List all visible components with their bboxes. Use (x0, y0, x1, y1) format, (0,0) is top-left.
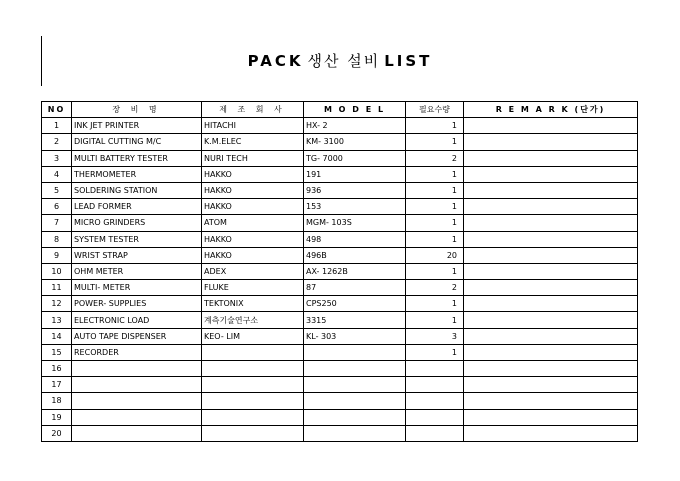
table-row (42, 393, 638, 409)
table-row (42, 377, 638, 393)
manufacturer-cell (202, 344, 304, 360)
equipment-name-cell: MULTI- METER (72, 280, 202, 296)
row-number-cell: 10 (42, 263, 72, 279)
required-quantity-cell: 1 (406, 134, 464, 150)
equipment-name-cell: RECORDER (72, 344, 202, 360)
table-row (42, 118, 638, 134)
table-row (42, 296, 638, 312)
manufacturer-cell (202, 425, 304, 441)
remark-cell (464, 280, 638, 296)
model-number-cell (304, 393, 406, 409)
equipment-name-cell: MICRO GRINDERS (72, 215, 202, 231)
table-row (42, 150, 638, 166)
page-title (0, 50, 680, 71)
title-prefix: PACK (247, 52, 304, 70)
equipment-name-cell: LEAD FORMER (72, 199, 202, 215)
model-number-cell: 936 (304, 182, 406, 198)
required-quantity-cell: 2 (406, 150, 464, 166)
manufacturer-cell: HAKKO (202, 231, 304, 247)
equipment-name-cell (72, 409, 202, 425)
required-quantity-cell: 1 (406, 296, 464, 312)
equipment-name-cell (72, 425, 202, 441)
model-number-cell: 498 (304, 231, 406, 247)
row-number-cell: 12 (42, 296, 72, 312)
model-number-cell: 87 (304, 280, 406, 296)
model-number-cell: 191 (304, 166, 406, 182)
row-number-cell: 7 (42, 215, 72, 231)
equipment-name-cell: AUTO TAPE DISPENSER (72, 328, 202, 344)
equipment-name-cell (72, 377, 202, 393)
table-row (42, 199, 638, 215)
manufacturer-cell: HAKKO (202, 247, 304, 263)
required-quantity-cell (406, 425, 464, 441)
model-number-cell (304, 377, 406, 393)
manufacturer-cell (202, 393, 304, 409)
model-number-cell: 3315 (304, 312, 406, 328)
model-number-cell: MGM- 103S (304, 215, 406, 231)
model-number-cell (304, 409, 406, 425)
manufacturer-cell: 계측기술연구소 (202, 312, 304, 328)
manufacturer-cell (202, 377, 304, 393)
equipment-name-cell: SOLDERING STATION (72, 182, 202, 198)
remark-cell (464, 166, 638, 182)
remark-cell (464, 215, 638, 231)
required-quantity-cell: 2 (406, 280, 464, 296)
manufacturer-cell: FLUKE (202, 280, 304, 296)
row-number-cell: 20 (42, 425, 72, 441)
remark-cell (464, 199, 638, 215)
manufacturer-cell: HAKKO (202, 182, 304, 198)
title-suffix: LIST (384, 52, 433, 70)
row-number-cell: 13 (42, 312, 72, 328)
table-row (42, 231, 638, 247)
remark-cell (464, 409, 638, 425)
model-number-cell (304, 344, 406, 360)
remark-cell (464, 231, 638, 247)
table-row (42, 247, 638, 263)
required-quantity-cell: 1 (406, 199, 464, 215)
required-quantity-cell: 1 (406, 344, 464, 360)
equipment-name-cell: THERMOMETER (72, 166, 202, 182)
equipment-name-cell: OHM METER (72, 263, 202, 279)
manufacturer-cell: K.M.ELEC (202, 134, 304, 150)
manufacturer-cell: ADEX (202, 263, 304, 279)
remark-cell (464, 247, 638, 263)
table-row (42, 280, 638, 296)
row-number-cell: 15 (42, 344, 72, 360)
remark-cell (464, 312, 638, 328)
remark-cell (464, 118, 638, 134)
header-maker: 제 조 회 사 (202, 102, 304, 118)
required-quantity-cell (406, 377, 464, 393)
model-number-cell (304, 361, 406, 377)
table-row (42, 409, 638, 425)
remark-cell (464, 393, 638, 409)
remark-cell (464, 150, 638, 166)
remark-cell (464, 425, 638, 441)
manufacturer-cell: HAKKO (202, 166, 304, 182)
manufacturer-cell: HAKKO (202, 199, 304, 215)
header-qty: 필요수량 (406, 102, 464, 118)
table-row (42, 166, 638, 182)
row-number-cell: 14 (42, 328, 72, 344)
header-model: M O D E L (304, 102, 406, 118)
table-row (42, 182, 638, 198)
row-number-cell: 2 (42, 134, 72, 150)
model-number-cell: AX- 1262B (304, 263, 406, 279)
manufacturer-cell: HITACHI (202, 118, 304, 134)
row-number-cell: 18 (42, 393, 72, 409)
equipment-table (41, 101, 638, 442)
remark-cell (464, 296, 638, 312)
row-number-cell: 16 (42, 361, 72, 377)
header-no: NO (42, 102, 72, 118)
required-quantity-cell (406, 409, 464, 425)
model-number-cell: KL- 303 (304, 328, 406, 344)
remark-cell (464, 134, 638, 150)
row-number-cell: 1 (42, 118, 72, 134)
required-quantity-cell: 1 (406, 166, 464, 182)
manufacturer-cell: TEKTONIX (202, 296, 304, 312)
required-quantity-cell: 1 (406, 263, 464, 279)
model-number-cell: 496B (304, 247, 406, 263)
model-number-cell: HX- 2 (304, 118, 406, 134)
table-row (42, 425, 638, 441)
required-quantity-cell: 1 (406, 182, 464, 198)
header-name: 장 비 명 (72, 102, 202, 118)
header-remark: R E M A R K (단가) (464, 102, 638, 118)
required-quantity-cell: 20 (406, 247, 464, 263)
remark-cell (464, 328, 638, 344)
equipment-name-cell: DIGITAL CUTTING M/C (72, 134, 202, 150)
row-number-cell: 8 (42, 231, 72, 247)
required-quantity-cell: 1 (406, 312, 464, 328)
equipment-name-cell: MULTI BATTERY TESTER (72, 150, 202, 166)
table-row (42, 263, 638, 279)
header-row (42, 102, 638, 118)
model-number-cell: TG- 7000 (304, 150, 406, 166)
remark-cell (464, 344, 638, 360)
manufacturer-cell: KEO- LIM (202, 328, 304, 344)
equipment-name-cell: SYSTEM TESTER (72, 231, 202, 247)
row-number-cell: 6 (42, 199, 72, 215)
table-row (42, 361, 638, 377)
row-number-cell: 4 (42, 166, 72, 182)
table-row (42, 134, 638, 150)
row-number-cell: 5 (42, 182, 72, 198)
table-row (42, 328, 638, 344)
model-number-cell: 153 (304, 199, 406, 215)
remark-cell (464, 182, 638, 198)
equipment-name-cell (72, 361, 202, 377)
remark-cell (464, 377, 638, 393)
equipment-name-cell: WRIST STRAP (72, 247, 202, 263)
manufacturer-cell: NURI TECH (202, 150, 304, 166)
equipment-name-cell: POWER- SUPPLIES (72, 296, 202, 312)
row-number-cell: 17 (42, 377, 72, 393)
row-number-cell: 3 (42, 150, 72, 166)
remark-cell (464, 361, 638, 377)
model-number-cell: CPS250 (304, 296, 406, 312)
required-quantity-cell: 1 (406, 231, 464, 247)
equipment-name-cell (72, 393, 202, 409)
row-number-cell: 11 (42, 280, 72, 296)
model-number-cell: KM- 3100 (304, 134, 406, 150)
equipment-name-cell: ELECTRONIC LOAD (72, 312, 202, 328)
required-quantity-cell: 1 (406, 215, 464, 231)
title-korean: 생산 설비 (307, 52, 381, 70)
required-quantity-cell (406, 393, 464, 409)
table-row (42, 312, 638, 328)
table-row (42, 344, 638, 360)
required-quantity-cell: 1 (406, 118, 464, 134)
manufacturer-cell: ATOM (202, 215, 304, 231)
table-row (42, 215, 638, 231)
remark-cell (464, 263, 638, 279)
row-number-cell: 19 (42, 409, 72, 425)
required-quantity-cell (406, 361, 464, 377)
model-number-cell (304, 425, 406, 441)
equipment-name-cell: INK JET PRINTER (72, 118, 202, 134)
required-quantity-cell: 3 (406, 328, 464, 344)
manufacturer-cell (202, 409, 304, 425)
row-number-cell: 9 (42, 247, 72, 263)
manufacturer-cell (202, 361, 304, 377)
